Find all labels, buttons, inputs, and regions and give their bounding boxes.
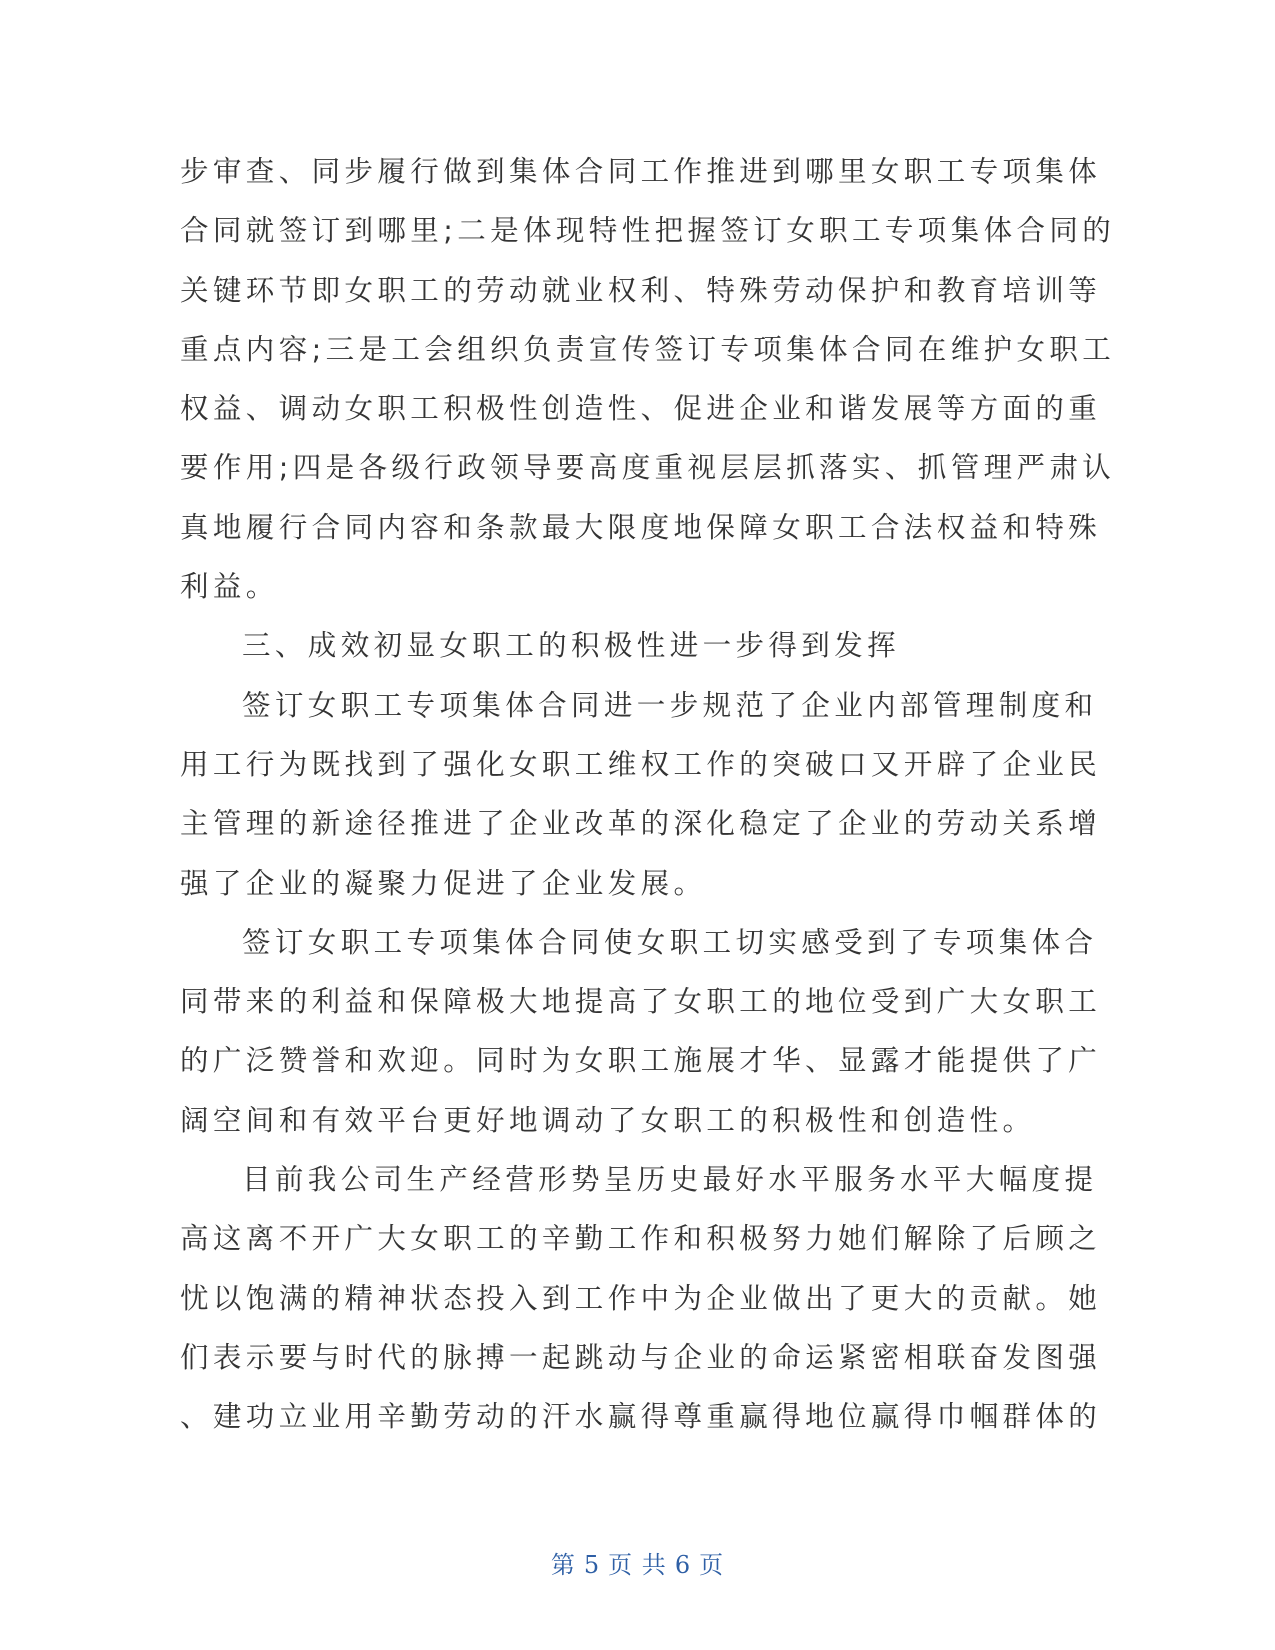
text-line: 合同就签订到哪里;二是体现特性把握签订女职工专项集体合同的 (180, 214, 1116, 248)
text-line: 关键环节即女职工的劳动就业权利、特殊劳动保护和教育培训等 (180, 273, 1102, 307)
text-line: 阔空间和有效平台更好地调动了女职工的积极性和创造性。 (180, 1103, 1036, 1137)
document-body (180, 142, 1116, 1447)
text-line: 、建功立业用辛勤劳动的汗水赢得尊重赢得地位赢得巾帼群体的 (180, 1400, 1102, 1434)
text-line: 利益。 (180, 570, 279, 604)
text-line: 签订女职工专项集体合同使女职工切实感受到了专项集体合 (242, 925, 1098, 959)
text-line: 同带来的利益和保障极大地提高了女职工的地位受到广大女职工 (180, 985, 1102, 1019)
footer-suffix: 页 (699, 1551, 725, 1579)
text-line: 们表示要与时代的脉搏一起跳动与企业的命运紧密相联奋发图强 (180, 1340, 1102, 1374)
footer-total-pages: 6 (674, 1551, 692, 1579)
text-line: 的广泛赞誉和欢迎。同时为女职工施展才华、显露才能提供了广 (180, 1044, 1102, 1078)
footer-middle: 页 共 (608, 1551, 667, 1579)
text-line: 步审查、同步履行做到集体合同工作推进到哪里女职工专项集体 (180, 155, 1102, 188)
text-line: 忧以饱满的精神状态投入到工作中为企业做出了更大的贡献。她 (180, 1281, 1102, 1315)
text-line: 权益、调动女职工积极性创造性、促进企业和谐发展等方面的重 (180, 392, 1102, 426)
text-line: 用工行为既找到了强化女职工维权工作的突破口又开辟了企业民 (180, 747, 1102, 781)
text-line: 签订女职工专项集体合同进一步规范了企业内部管理制度和 (242, 688, 1098, 722)
text-line: 真地履行合同内容和条款最大限度地保障女职工合法权益和特殊 (180, 510, 1102, 544)
footer-prefix: 第 (550, 1551, 576, 1579)
text-line: 高这离不开广大女职工的辛勤工作和积极努力她们解除了后顾之 (180, 1222, 1102, 1256)
text-line: 三、成效初显女职工的积极性进一步得到发挥 (242, 629, 901, 663)
text-line: 主管理的新途径推进了企业改革的深化稳定了企业的劳动关系增 (180, 807, 1102, 841)
text-line: 重点内容;三是工会组织负责宣传签订专项集体合同在维护女职工 (180, 332, 1116, 366)
text-line: 目前我公司生产经营形势呈历史最好水平服务水平大幅度提 (242, 1163, 1098, 1197)
footer-current-page: 5 (583, 1551, 601, 1579)
text-line: 强了企业的凝聚力促进了企业发展。 (180, 866, 707, 900)
text-line: 要作用;四是各级行政领导要高度重视层层抓落实、抓管理严肃认 (180, 451, 1116, 485)
page-footer (0, 1545, 1275, 1580)
